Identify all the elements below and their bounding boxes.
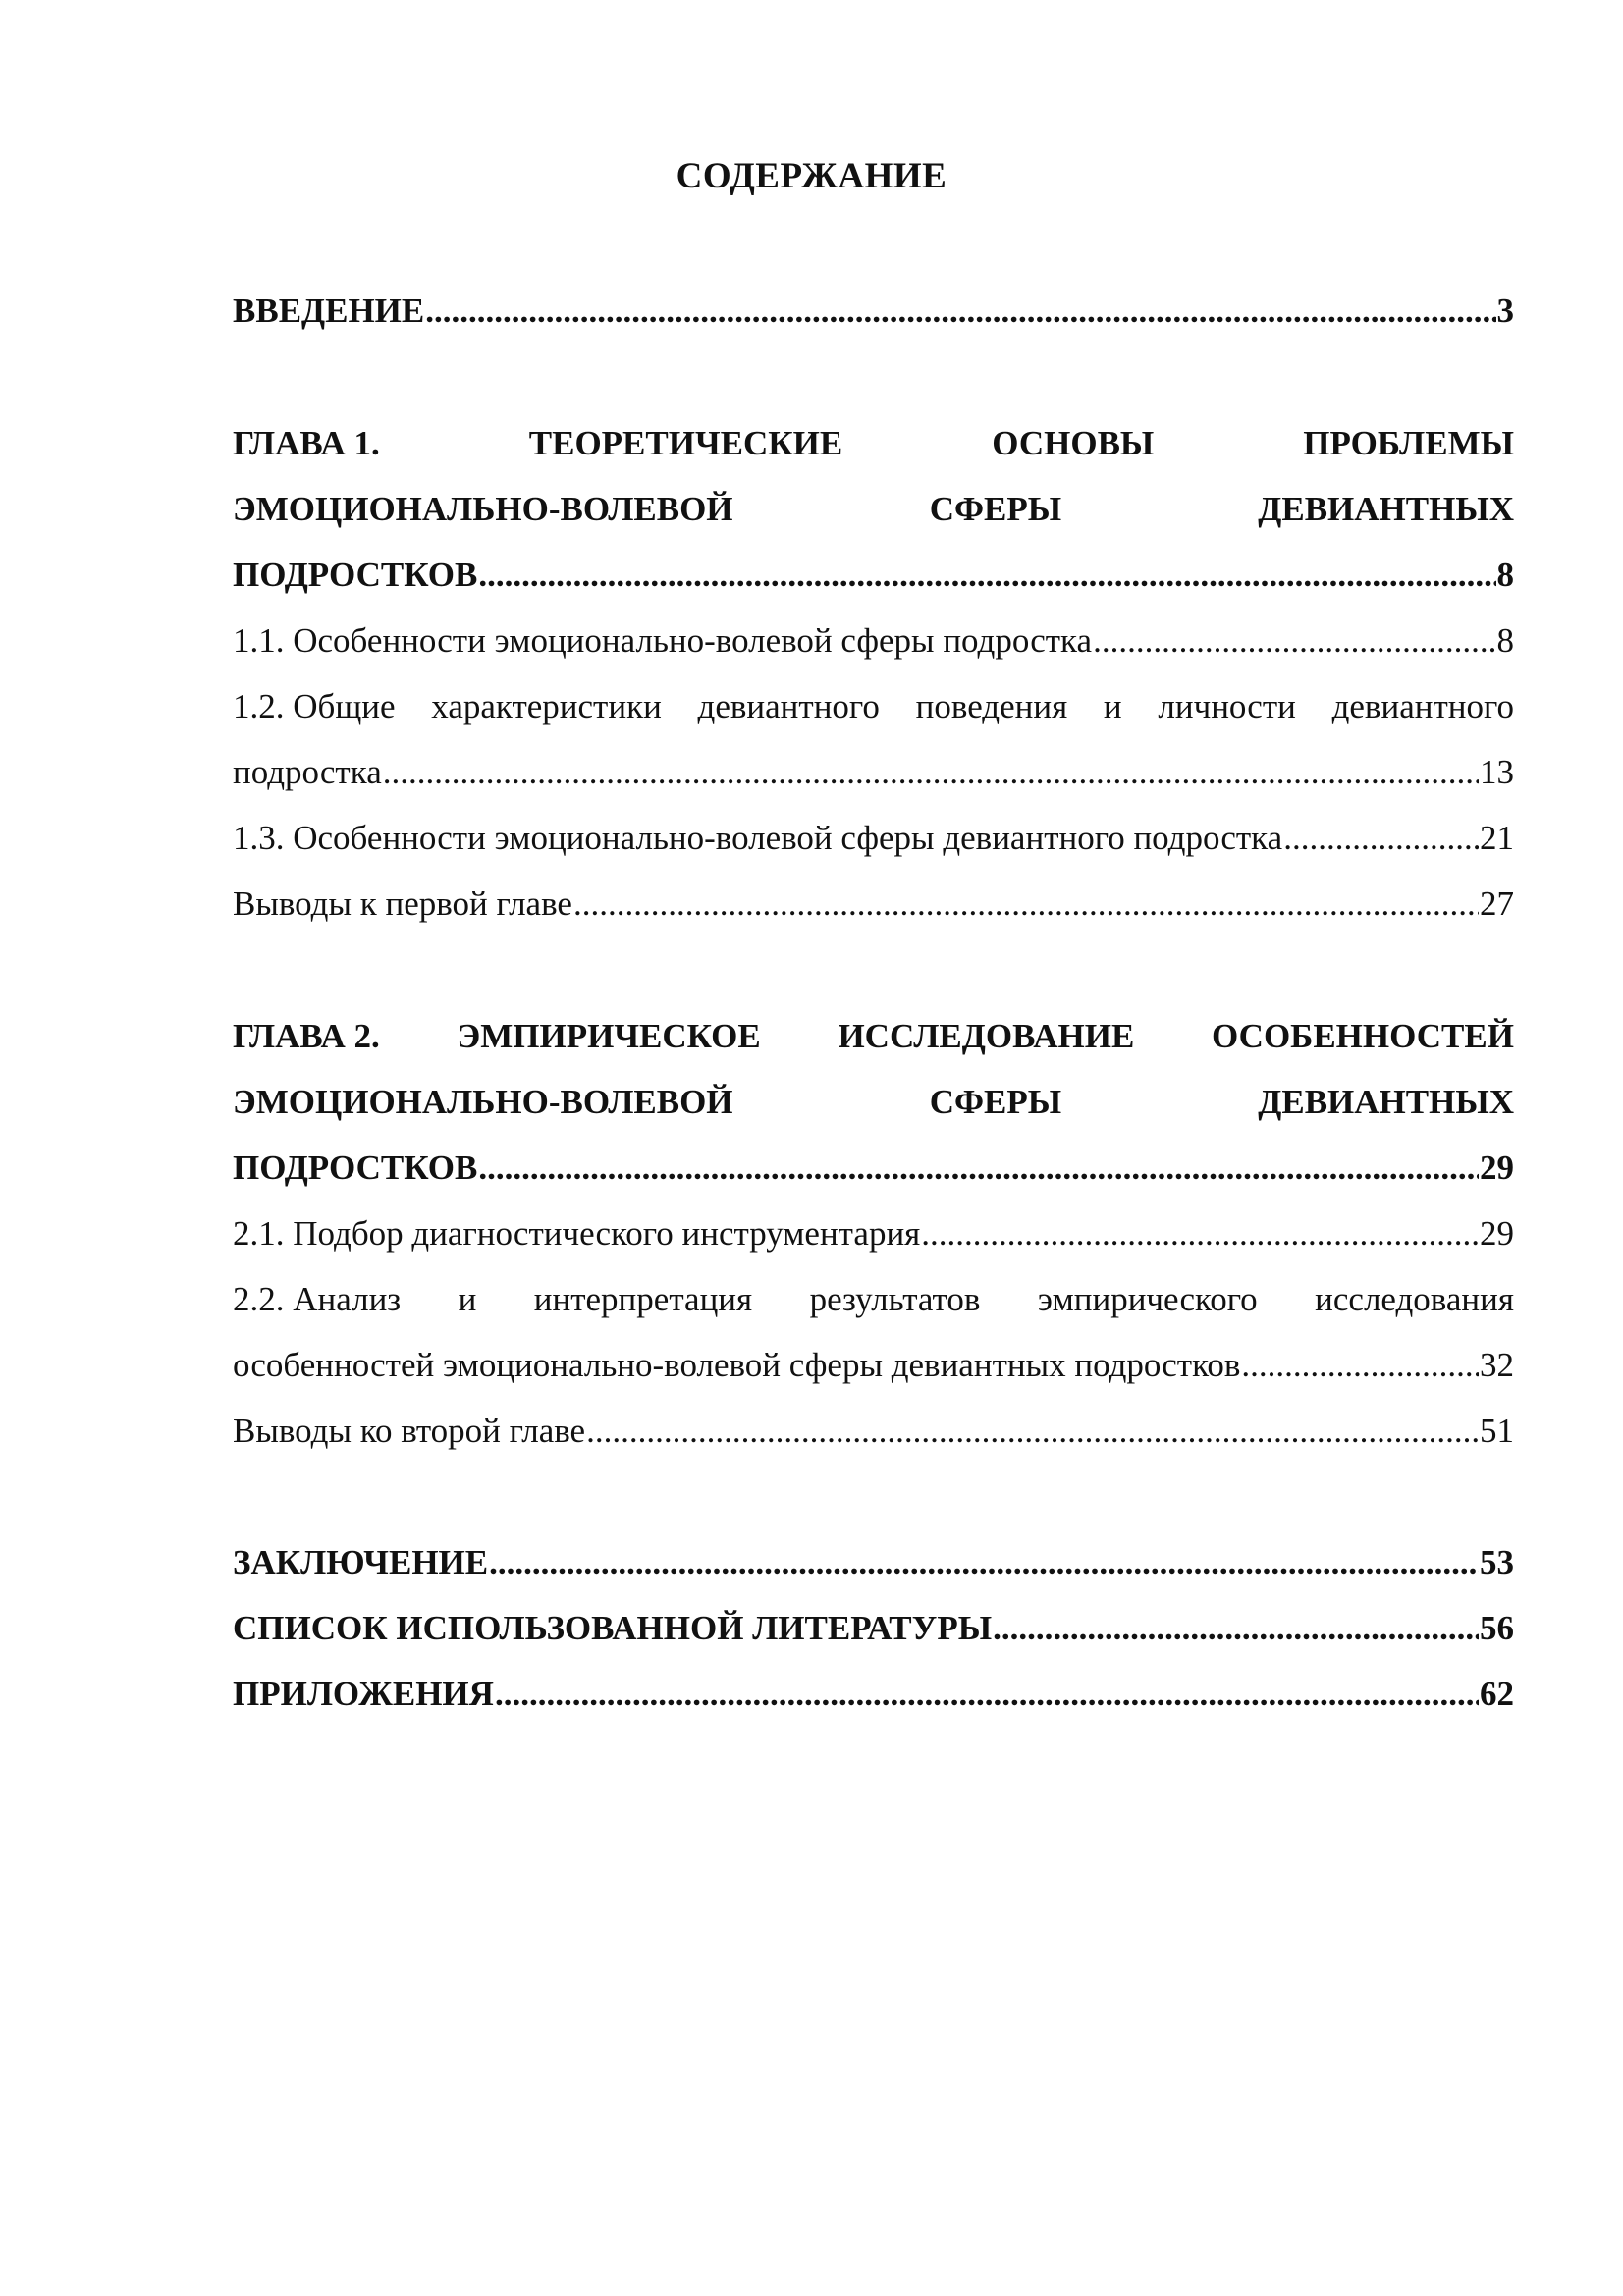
toc-entry-label: Выводы к первой главе bbox=[233, 884, 572, 923]
toc-page-number: 32 bbox=[1480, 1346, 1514, 1384]
toc-chapter2-line1[interactable] bbox=[233, 1012, 1514, 1061]
toc-entry-label: ВВЕДЕНИЕ bbox=[233, 292, 425, 330]
toc-word: интерпретация bbox=[533, 1280, 753, 1318]
toc-word: девиантного bbox=[1331, 687, 1514, 725]
toc-word: ГЛАВА 1. bbox=[233, 424, 380, 462]
toc-page-number: 29 bbox=[1480, 1214, 1514, 1253]
toc-word: личности bbox=[1158, 687, 1296, 725]
toc-word: 2.2. Анализ bbox=[233, 1280, 402, 1318]
dot-leader bbox=[425, 287, 1495, 336]
page-title: СОДЕРЖАНИЕ bbox=[676, 156, 947, 196]
dot-leader bbox=[478, 551, 1495, 600]
toc-word: ГЛАВА 2. bbox=[233, 1017, 380, 1055]
toc-chapter1-line2[interactable] bbox=[233, 485, 1514, 534]
toc-entry-label: ПОДРОСТКОВ bbox=[233, 1148, 478, 1187]
dot-leader bbox=[921, 1209, 1479, 1258]
toc-page-number: 8 bbox=[1496, 621, 1514, 660]
toc-word: 1.2. Общие bbox=[233, 687, 396, 725]
toc-entry-label: ЗАКЛЮЧЕНИЕ bbox=[233, 1543, 489, 1581]
toc-word: и bbox=[458, 1280, 477, 1318]
toc-word: СФЕРЫ bbox=[929, 490, 1062, 528]
toc-entry-appendices[interactable] bbox=[233, 1670, 1514, 1719]
toc-page-number: 21 bbox=[1480, 819, 1514, 857]
toc-word: ПРОБЛЕМЫ bbox=[1303, 424, 1514, 462]
toc-entry-conclusion[interactable] bbox=[233, 1538, 1514, 1587]
toc-word: ОСОБЕННОСТЕЙ bbox=[1212, 1017, 1514, 1055]
toc-word: ДЕВИАНТНЫХ bbox=[1258, 1083, 1514, 1121]
dot-leader bbox=[383, 748, 1479, 797]
toc-entry-label: 1.1. Особенности эмоционально-волевой сферы подростка bbox=[233, 621, 1093, 660]
toc-section-1-3[interactable] bbox=[233, 814, 1514, 863]
toc-word: поведения bbox=[915, 687, 1068, 725]
dot-leader bbox=[489, 1538, 1479, 1587]
toc-section-1-2-line2[interactable] bbox=[233, 748, 1514, 797]
toc-page-number: 53 bbox=[1480, 1543, 1514, 1581]
toc-word: результатов bbox=[809, 1280, 981, 1318]
toc-entry-label: ПРИЛОЖЕНИЯ bbox=[233, 1675, 494, 1713]
toc-entry-references[interactable] bbox=[233, 1604, 1514, 1653]
toc-word: ДЕВИАНТНЫХ bbox=[1258, 490, 1514, 528]
toc-page-number: 51 bbox=[1480, 1412, 1514, 1450]
toc-chapter2-line2[interactable] bbox=[233, 1078, 1514, 1127]
toc-section-2-2-line2[interactable] bbox=[233, 1341, 1514, 1390]
toc-word: ЭМПИРИЧЕСКОЕ bbox=[457, 1017, 761, 1055]
toc-word: ИССЛЕДОВАНИЕ bbox=[838, 1017, 1135, 1055]
toc-conclusions-chapter2[interactable] bbox=[233, 1407, 1514, 1456]
toc-page-number: 56 bbox=[1480, 1609, 1514, 1647]
toc-chapter1-line1[interactable] bbox=[233, 419, 1514, 468]
toc-section-1-1[interactable] bbox=[233, 616, 1514, 666]
toc-entry-label: ПОДРОСТКОВ bbox=[233, 556, 478, 594]
toc-word: девиантного bbox=[697, 687, 880, 725]
toc-word: исследования bbox=[1315, 1280, 1514, 1318]
dot-leader bbox=[1093, 616, 1495, 666]
toc-word: ТЕОРЕТИЧЕСКИЕ bbox=[528, 424, 843, 462]
toc-word: характеристики bbox=[431, 687, 662, 725]
toc-word: и bbox=[1103, 687, 1122, 725]
toc-chapter1-line3[interactable] bbox=[233, 551, 1514, 600]
toc-word: эмпирического bbox=[1037, 1280, 1258, 1318]
toc-word: ОСНОВЫ bbox=[992, 424, 1155, 462]
toc-page-number: 13 bbox=[1480, 753, 1514, 791]
toc-word: СФЕРЫ bbox=[929, 1083, 1062, 1121]
toc-word: ЭМОЦИОНАЛЬНО-ВОЛЕВОЙ bbox=[233, 1083, 733, 1121]
toc-page-number: 62 bbox=[1480, 1675, 1514, 1713]
toc-section-1-2-line1[interactable] bbox=[233, 682, 1514, 731]
dot-leader bbox=[478, 1144, 1479, 1193]
toc-chapter2-line3[interactable] bbox=[233, 1144, 1514, 1193]
dot-leader bbox=[586, 1407, 1479, 1456]
toc-page-number: 8 bbox=[1496, 556, 1514, 594]
dot-leader bbox=[573, 880, 1479, 929]
toc-page-number: 3 bbox=[1496, 292, 1514, 330]
dot-leader bbox=[993, 1604, 1479, 1653]
toc-entry-label: особенностей эмоционально-волевой сферы девиантных подростков bbox=[233, 1346, 1241, 1384]
toc-conclusions-chapter1[interactable] bbox=[233, 880, 1514, 929]
toc-word: ЭМОЦИОНАЛЬНО-ВОЛЕВОЙ bbox=[233, 490, 733, 528]
dot-leader bbox=[1283, 814, 1479, 863]
toc-section-2-1[interactable] bbox=[233, 1209, 1514, 1258]
toc-entry-label: СПИСОК ИСПОЛЬЗОВАННОЙ ЛИТЕРАТУРЫ bbox=[233, 1609, 993, 1647]
toc-entry-introduction[interactable] bbox=[233, 287, 1514, 336]
toc-entry-label: 2.1. Подбор диагностического инструментария bbox=[233, 1214, 921, 1253]
toc-page-number: 29 bbox=[1480, 1148, 1514, 1187]
toc-page-number: 27 bbox=[1480, 884, 1514, 923]
toc-entry-label: Выводы ко второй главе bbox=[233, 1412, 586, 1450]
dot-leader bbox=[495, 1670, 1479, 1719]
dot-leader bbox=[1241, 1341, 1479, 1390]
toc-entry-label: подростка bbox=[233, 753, 382, 791]
toc-entry-label: 1.3. Особенности эмоционально-волевой сферы девиантного подростка bbox=[233, 819, 1283, 857]
toc-section-2-2-line1[interactable] bbox=[233, 1275, 1514, 1324]
